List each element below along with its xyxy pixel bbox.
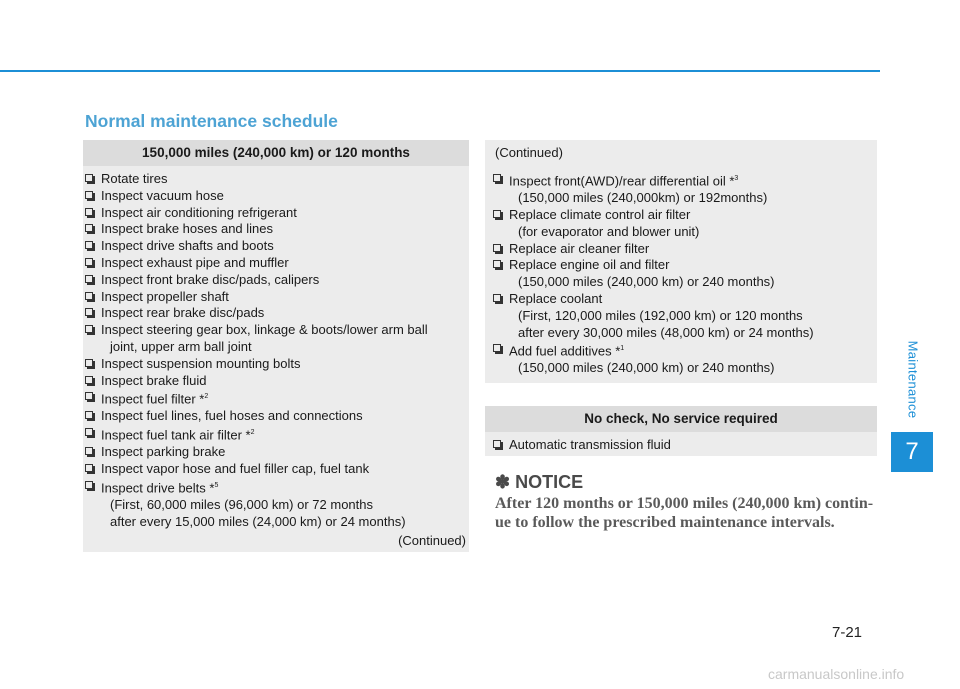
item-text: Replace air cleaner filter	[509, 240, 650, 256]
interval-header: 150,000 miles (240,000 km) or 120 months	[83, 140, 469, 166]
checklist-item	[85, 238, 469, 255]
checkbox-icon	[493, 344, 501, 352]
item-text: Inspect fuel filter *	[101, 391, 205, 407]
checkbox-icon	[85, 411, 93, 419]
item-text: Inspect air conditioning refrigerant	[101, 204, 297, 220]
schedule-panel-right	[485, 140, 877, 383]
checkbox-icon	[493, 440, 501, 448]
checklist-item	[493, 257, 877, 274]
checkbox-icon	[85, 258, 93, 266]
item-continuation: (First, 60,000 miles (96,000 km) or 72 months	[110, 497, 373, 513]
checkbox-icon	[85, 464, 93, 472]
item-text: Replace climate control air filter	[509, 206, 691, 222]
checkbox-icon	[85, 481, 93, 489]
checklist-item	[85, 221, 469, 238]
checkbox-icon	[85, 292, 93, 300]
checkbox-icon	[493, 210, 501, 218]
item-text: Rotate tires	[101, 171, 168, 186]
checkbox-icon	[85, 325, 93, 333]
checklist-item	[85, 255, 469, 272]
checkbox-icon	[85, 241, 93, 249]
side-tab-label: Maintenance	[905, 340, 921, 418]
checkbox-icon	[85, 174, 93, 182]
checklist-item	[493, 241, 877, 258]
schedule-panel-left	[83, 140, 469, 552]
checklist-item	[85, 205, 469, 222]
notice-title: ✽ NOTICE	[495, 472, 584, 492]
item-continuation: (First, 120,000 miles (192,000 km) or 120 months	[518, 307, 803, 323]
checkbox-icon	[85, 191, 93, 199]
item-text: Replace coolant	[509, 290, 603, 306]
continued-label: (Continued)	[398, 533, 466, 548]
maintenance-list	[485, 171, 877, 377]
checkbox-icon	[85, 392, 93, 400]
top-rule	[0, 70, 880, 72]
checklist-item	[85, 408, 469, 425]
item-continuation: (for evaporator and blower unit)	[518, 223, 700, 239]
footnote-marker: 2	[204, 393, 209, 401]
no-check-header: No check, No service required	[485, 406, 877, 432]
item-text: Inspect drive belts *	[101, 480, 215, 496]
item-text: Replace engine oil and filter	[509, 257, 670, 273]
checklist-item	[85, 478, 469, 497]
checklist-item	[85, 356, 469, 373]
item-text: Automatic transmission fluid	[509, 437, 671, 452]
item-text: Inspect brake fluid	[101, 372, 207, 388]
section-title: Normal maintenance schedule	[85, 111, 338, 131]
checklist-item	[85, 322, 469, 339]
item-continuation: joint, upper arm ball joint	[110, 338, 252, 354]
item-text: Inspect front brake disc/pads, calipers	[101, 271, 320, 287]
item-text: Inspect exhaust pipe and muffler	[101, 254, 289, 270]
item-text: Inspect rear brake disc/pads	[101, 305, 265, 321]
item-text: Inspect fuel lines, fuel hoses and connections	[101, 408, 363, 424]
item-text: Inspect vapor hose and fuel filler cap, fuel tank	[101, 461, 370, 477]
page-number: 7-21	[832, 624, 863, 641]
checkbox-icon	[493, 244, 501, 252]
item-text: Inspect steering gear box, linkage & boots/lower arm ball	[101, 322, 428, 338]
maintenance-list	[83, 140, 469, 531]
checklist-item	[85, 425, 469, 444]
item-text: Add fuel additives *	[509, 343, 621, 359]
checklist-item	[85, 461, 469, 478]
checklist-item	[85, 305, 469, 322]
item-continuation: (150,000 miles (240,000 km) or 240 months)	[518, 274, 775, 290]
item-text: Inspect propeller shaft	[101, 288, 229, 304]
side-tab	[893, 330, 933, 428]
checkbox-icon	[493, 174, 501, 182]
checklist-item	[493, 207, 877, 224]
checkbox-icon	[85, 275, 93, 283]
checklist-item	[85, 444, 469, 461]
checkbox-icon	[493, 260, 501, 268]
checkbox-icon	[85, 428, 93, 436]
item-text: Inspect brake hoses and lines	[101, 221, 273, 237]
checkbox-icon	[85, 447, 93, 455]
footnote-marker: 3	[734, 175, 739, 182]
checkbox-icon	[85, 359, 93, 367]
checklist-item	[85, 389, 469, 408]
checklist-item	[85, 188, 469, 205]
checkbox-icon	[85, 208, 93, 216]
item-continuation: (150,000 miles (240,000km) or 192months)	[518, 190, 768, 206]
item-continuation: after every 15,000 miles (24,000 km) or 24 months)	[110, 513, 406, 529]
item-text: Inspect front(AWD)/rear differential oil *	[509, 173, 735, 189]
notice-body: After 120 months or 150,000 miles (240,000 km) contin-ue to follow the prescribed maintenance intervals.	[495, 495, 874, 531]
item-continuation: (150,000 miles (240,000 km) or 240 months)	[518, 360, 775, 376]
no-check-list	[485, 432, 877, 454]
checklist-item	[493, 341, 877, 360]
chapter-number: 7	[891, 432, 933, 472]
item-text: Inspect vacuum hose	[101, 187, 224, 203]
item-text: Inspect drive shafts and boots	[101, 238, 274, 254]
footnote-marker: 1	[620, 345, 625, 353]
continued-label: (Continued)	[495, 145, 563, 160]
checklist-item	[493, 437, 877, 454]
checklist-item	[85, 272, 469, 289]
checklist-item	[493, 291, 877, 308]
item-text: Inspect parking brake	[101, 444, 226, 460]
checklist-item	[85, 289, 469, 306]
checkbox-icon	[85, 308, 93, 316]
footnote-marker: 5	[214, 482, 219, 489]
checkbox-icon	[85, 376, 93, 384]
checklist-item	[493, 171, 877, 190]
checkbox-icon	[493, 294, 501, 302]
item-text: Inspect suspension mounting bolts	[101, 355, 301, 371]
watermark: carmanualsonline.info	[768, 666, 905, 682]
footnote-marker: 2	[250, 429, 255, 437]
checklist-item	[85, 171, 469, 188]
item-continuation: after every 30,000 miles (48,000 km) or 24 months)	[518, 324, 814, 340]
item-text: Inspect fuel tank air filter *	[101, 427, 251, 443]
no-check-panel	[485, 406, 877, 456]
checklist-item	[85, 373, 469, 390]
checkbox-icon	[85, 224, 93, 232]
